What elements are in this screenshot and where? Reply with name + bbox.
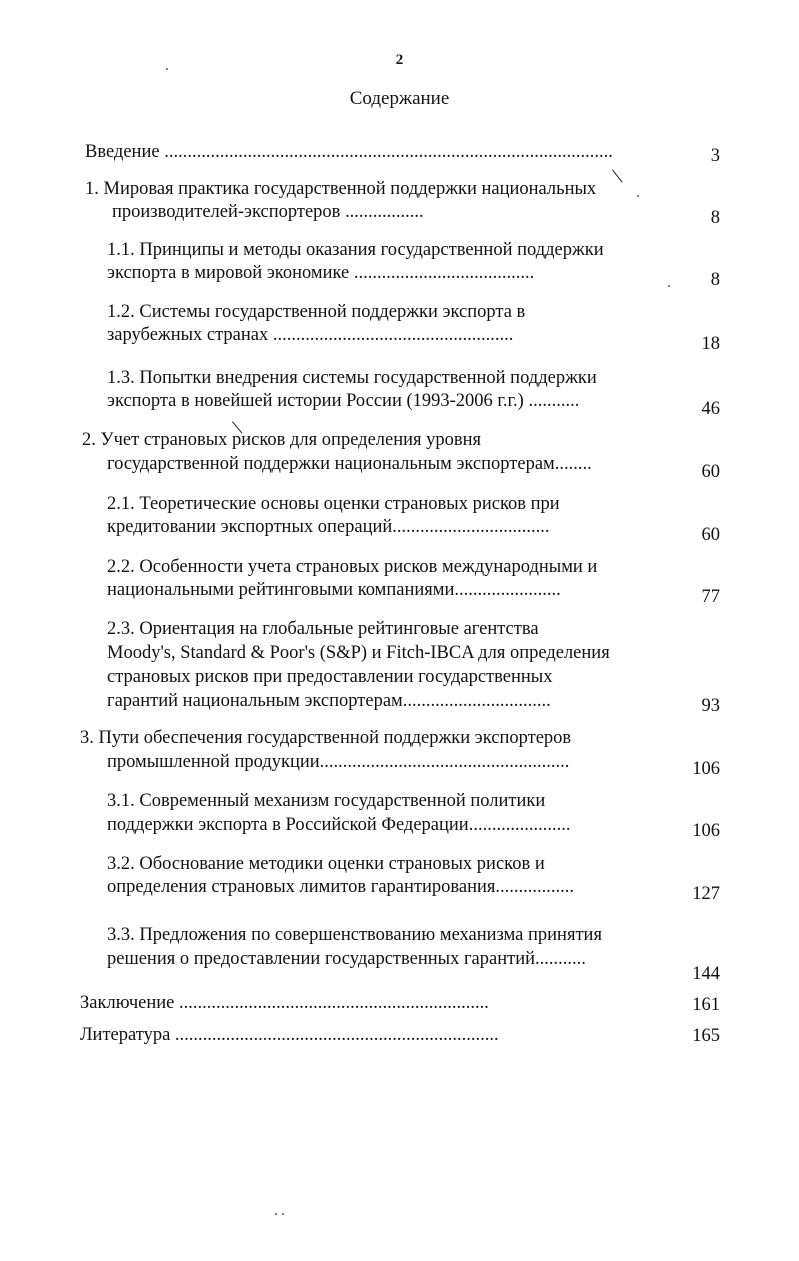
toc-entry-3-line-1: 3. Пути обеспечения государственной поддержки экспортеров: [80, 728, 572, 748]
page-number: 2: [395, 52, 404, 68]
toc-entry-3-2-page: 127: [692, 884, 720, 904]
toc-entry-1-3-page: 46: [701, 399, 720, 419]
toc-entry-2-1-page: 60: [701, 525, 720, 545]
toc-entry-1-line-2: производителей-экспортеров .................: [112, 202, 424, 222]
toc-entry-2-3-line-1: 2.3. Ориентация на глобальные рейтинговые агентства: [107, 619, 539, 639]
toc-entry-2-line-2: государственной поддержки национальным экспортерам........: [107, 454, 592, 474]
toc-entry-3-2-line-1: 3.2. Обоснование методики оценки страновых рисков и: [107, 854, 545, 874]
toc-entry-1-3-line-1: 1.3. Попытки внедрения системы государственной поддержки: [107, 368, 597, 388]
toc-entry-intro-page: 3: [710, 146, 720, 166]
toc-entry-2-1-line-1: 2.1. Теоретические основы оценки страновых рисков при: [107, 494, 560, 514]
toc-entry-1-3-line-2: экспорта в новейшей истории России (1993-2006 г.г.) ...........: [107, 391, 580, 411]
toc-entry-1-2-line-1: 1.2. Системы государственной поддержки экспорта в: [107, 302, 526, 322]
scan-speck: [668, 285, 670, 287]
toc-entry-3-1-line-2: поддержки экспорта в Российской Федерации......................: [107, 815, 571, 835]
toc-entry-2-page: 60: [701, 462, 720, 482]
toc-entry-literature-line-1: Литература ......................................................................: [80, 1025, 499, 1045]
toc-entry-1-2-page: 18: [701, 334, 720, 354]
toc-entry-2-3-line-2: Moody's, Standard & Poor's (S&P) и Fitch-IBCA для определения: [107, 643, 610, 663]
toc-entry-1-1-line-1: 1.1. Принципы и методы оказания государственной поддержки: [107, 240, 604, 260]
toc-entry-1-page: 8: [710, 208, 720, 228]
toc-entry-2-3-line-3: страновых рисков при предоставлении государственных: [107, 667, 553, 687]
toc-entry-1-1-page: 8: [710, 270, 720, 290]
toc-entry-conclusion-line-1: Заключение ...................................................................: [80, 993, 489, 1013]
scan-speck: [275, 1213, 277, 1215]
toc-entry-2-1-line-2: кредитовании экспортных операций..................................: [107, 517, 550, 537]
toc-entry-2-2-line-1: 2.2. Особенности учета страновых рисков международными и: [107, 557, 598, 577]
toc-entry-2-2-page: 77: [701, 587, 720, 607]
toc-entry-2-3-page: 93: [701, 696, 720, 716]
toc-entry-3-1-line-1: 3.1. Современный механизм государственной политики: [107, 791, 546, 811]
toc-entry-3-3-page: 144: [692, 964, 720, 984]
toc-entry-1-1-line-2: экспорта в мировой экономике .......................................: [107, 263, 535, 283]
scan-speck: [637, 195, 639, 197]
toc-entry-2-line-1: 2. Учет страновых рисков для определения уровня: [82, 430, 482, 450]
toc-entry-3-2-line-2: определения страновых лимитов гарантирования.................: [107, 877, 575, 897]
toc-entry-3-line-2: промышленной продукции......................................................: [107, 752, 570, 772]
toc-entry-2-3-line-4: гарантий национальным экспортерам................................: [107, 691, 551, 711]
toc-entry-3-3-line-1: 3.3. Предложения по совершенствованию механизма принятия: [107, 925, 602, 945]
toc-entry-conclusion-page: 161: [692, 995, 720, 1015]
toc-entry-3-3-line-2: решения о предоставлении государственных гарантий...........: [107, 949, 586, 969]
scan-mark: [612, 169, 623, 182]
scan-speck: [166, 68, 168, 70]
page-title: Содержание: [349, 88, 450, 109]
toc-entry-intro-line-1: Введение .................................................................................................: [85, 142, 613, 162]
toc-entry-3-1-page: 106: [692, 821, 720, 841]
toc-entry-2-2-line-2: национальными рейтинговыми компаниями.......................: [107, 580, 561, 600]
toc-entry-3-page: 106: [692, 759, 720, 779]
toc-entry-1-2-line-2: зарубежных странах ....................................................: [107, 325, 514, 345]
toc-entry-literature-page: 165: [692, 1026, 720, 1046]
toc-entry-1-line-1: 1. Мировая практика государственной поддержки национальных: [85, 179, 597, 199]
scan-speck: [282, 1213, 284, 1215]
